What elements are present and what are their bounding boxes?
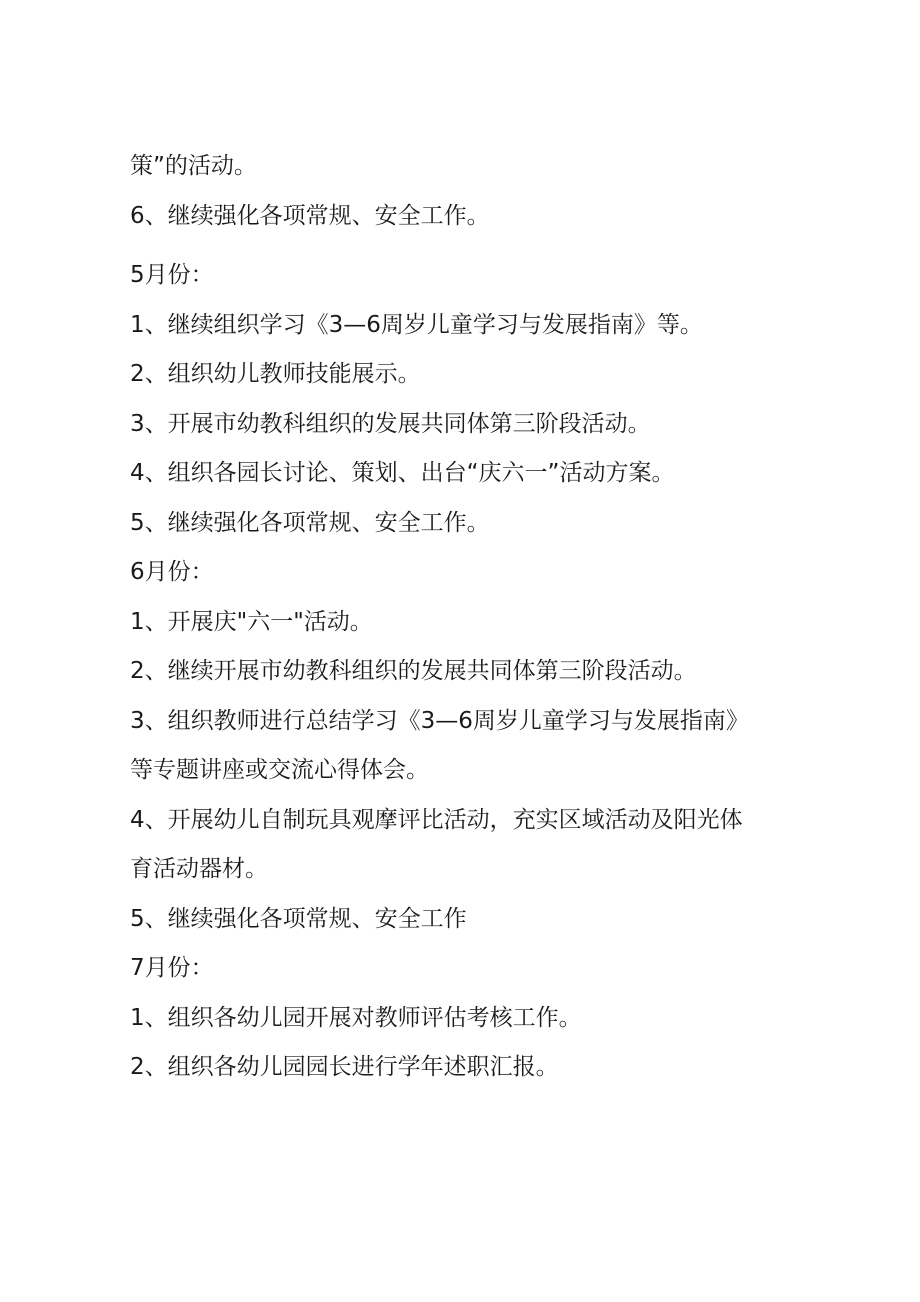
list-item: 4、开展幼儿自制玩具观摩评比活动，充实区域活动及阳光体 (130, 806, 743, 833)
section-heading-july: 7月份： (130, 955, 214, 981)
list-item: 1、继续组织学习《3—6周岁儿童学习与发展指南》等。 (130, 311, 703, 338)
list-item: 2、继续开展市幼教科组织的发展共同体第三阶段活动。 (130, 658, 697, 684)
list-item: 3、组织教师进行总结学习《3—6周岁儿童学习与发展指南》 (130, 707, 749, 734)
list-item: 5、继续强化各项常规、安全工作 (130, 905, 467, 932)
list-item: 2、组织各幼儿园园长进行学年述职汇报。 (130, 1054, 559, 1080)
paragraph-gap (130, 241, 790, 251)
section-heading-may: 5月份： (130, 262, 214, 288)
list-item: 1、组织各幼儿园开展对教师评估考核工作。 (130, 1004, 582, 1031)
list-item: 1、开展庆"六一"活动。 (130, 608, 373, 635)
list-item: 4、组织各园长讨论、策划、出台“庆六一”活动方案。 (130, 460, 675, 486)
list-item-continuation: 育活动器材。 (130, 856, 268, 882)
list-item-continuation: 等专题讲座或交流心得体会。 (130, 757, 429, 783)
text-line-continuation: 策”的活动。 (130, 153, 257, 179)
document-body (130, 142, 790, 1093)
list-item: 2、组织幼儿教师技能展示。 (130, 361, 421, 387)
list-item: 6、继续强化各项常规、安全工作。 (130, 202, 490, 229)
list-item: 3、开展市幼教科组织的发展共同体第三阶段活动。 (130, 410, 651, 437)
list-item: 5、继续强化各项常规、安全工作。 (130, 509, 490, 536)
section-heading-june: 6月份： (130, 559, 214, 585)
